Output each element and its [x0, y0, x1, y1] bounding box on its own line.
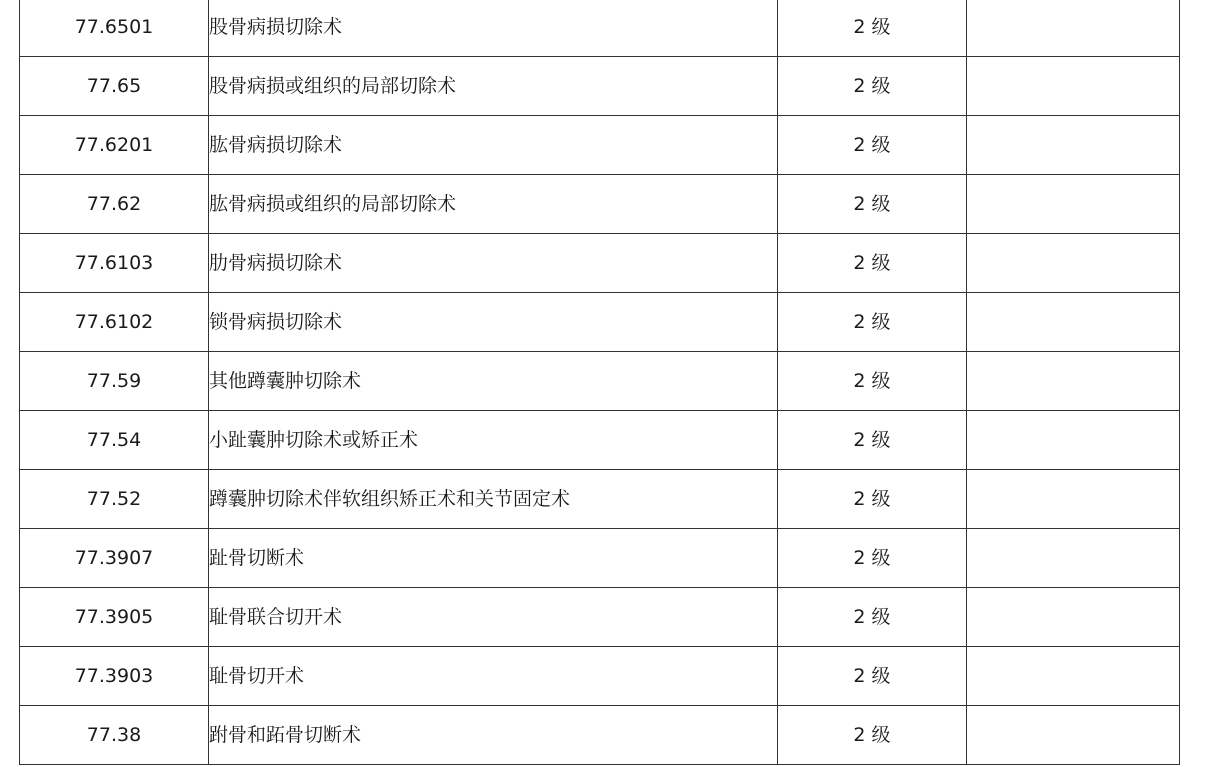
- procedure-note-cell: [967, 234, 1180, 293]
- procedure-table: [19, 0, 1180, 765]
- procedure-level-cell: 2 级: [778, 352, 967, 411]
- table-row: [20, 352, 1180, 411]
- table-row: [20, 116, 1180, 175]
- procedure-code-cell: 77.3907: [20, 529, 209, 588]
- procedure-note-cell: [967, 706, 1180, 765]
- procedure-name-cell: 跗骨和跖骨切断术: [209, 706, 778, 765]
- procedure-name-cell: 蹲囊肿切除术伴软组织矫正术和关节固定术: [209, 470, 778, 529]
- procedure-note-cell: [967, 588, 1180, 647]
- procedure-code-cell: 77.6102: [20, 293, 209, 352]
- procedure-note-cell: [967, 647, 1180, 706]
- procedure-code-cell: 77.6201: [20, 116, 209, 175]
- table-row: [20, 529, 1180, 588]
- procedure-level-cell: 2 级: [778, 647, 967, 706]
- table-row: [20, 411, 1180, 470]
- procedure-note-cell: [967, 116, 1180, 175]
- procedure-code-cell: 77.38: [20, 706, 209, 765]
- procedure-name-cell: 肋骨病损切除术: [209, 234, 778, 293]
- table-row: [20, 175, 1180, 234]
- table-row: [20, 470, 1180, 529]
- procedure-name-cell: 股骨病损切除术: [209, 0, 778, 57]
- procedure-table-body: [20, 0, 1180, 765]
- procedure-name-cell: 股骨病损或组织的局部切除术: [209, 57, 778, 116]
- procedure-code-cell: 77.6501: [20, 0, 209, 57]
- procedure-note-cell: [967, 529, 1180, 588]
- procedure-code-cell: 77.3903: [20, 647, 209, 706]
- procedure-note-cell: [967, 293, 1180, 352]
- table-row: [20, 588, 1180, 647]
- procedure-name-cell: 其他蹲囊肿切除术: [209, 352, 778, 411]
- procedure-name-cell: 锁骨病损切除术: [209, 293, 778, 352]
- procedure-level-cell: 2 级: [778, 529, 967, 588]
- procedure-level-cell: 2 级: [778, 706, 967, 765]
- procedure-note-cell: [967, 57, 1180, 116]
- procedure-code-cell: 77.62: [20, 175, 209, 234]
- procedure-level-cell: 2 级: [778, 411, 967, 470]
- procedure-note-cell: [967, 175, 1180, 234]
- procedure-level-cell: 2 级: [778, 234, 967, 293]
- procedure-name-cell: 耻骨切开术: [209, 647, 778, 706]
- table-row: [20, 234, 1180, 293]
- procedure-level-cell: 2 级: [778, 470, 967, 529]
- procedure-code-cell: 77.6103: [20, 234, 209, 293]
- procedure-level-cell: 2 级: [778, 57, 967, 116]
- table-row: [20, 647, 1180, 706]
- procedure-code-cell: 77.59: [20, 352, 209, 411]
- procedure-note-cell: [967, 411, 1180, 470]
- procedure-level-cell: 2 级: [778, 116, 967, 175]
- procedure-code-cell: 77.52: [20, 470, 209, 529]
- table-row: [20, 293, 1180, 352]
- procedure-code-cell: 77.65: [20, 57, 209, 116]
- procedure-name-cell: 趾骨切断术: [209, 529, 778, 588]
- table-row: [20, 57, 1180, 116]
- procedure-level-cell: 2 级: [778, 0, 967, 57]
- table-row: [20, 0, 1180, 57]
- procedure-name-cell: 耻骨联合切开术: [209, 588, 778, 647]
- procedure-level-cell: 2 级: [778, 588, 967, 647]
- procedure-name-cell: 小趾囊肿切除术或矫正术: [209, 411, 778, 470]
- procedure-name-cell: 肱骨病损或组织的局部切除术: [209, 175, 778, 234]
- procedure-note-cell: [967, 470, 1180, 529]
- procedure-note-cell: [967, 0, 1180, 57]
- procedure-name-cell: 肱骨病损切除术: [209, 116, 778, 175]
- procedure-level-cell: 2 级: [778, 293, 967, 352]
- procedure-note-cell: [967, 352, 1180, 411]
- procedure-code-cell: 77.3905: [20, 588, 209, 647]
- procedure-level-cell: 2 级: [778, 175, 967, 234]
- table-row: [20, 706, 1180, 765]
- procedure-code-cell: 77.54: [20, 411, 209, 470]
